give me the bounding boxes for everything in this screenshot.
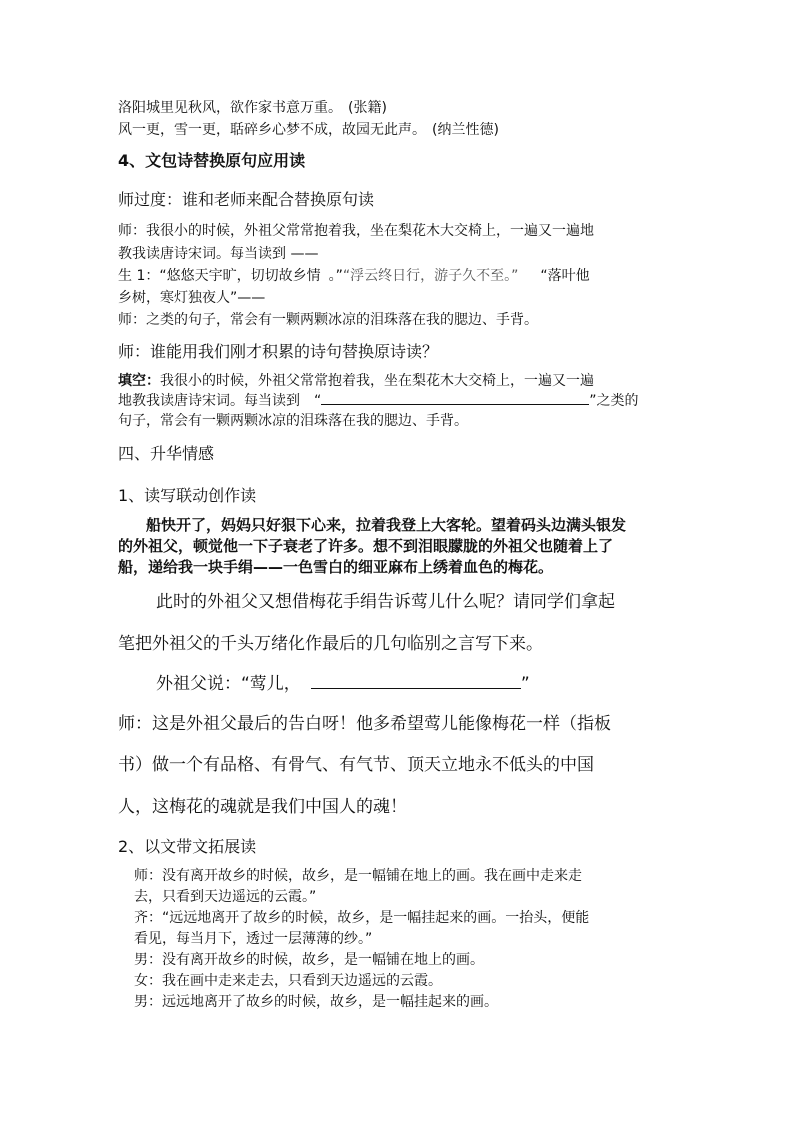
- fill-text: ”之类的: [589, 393, 639, 409]
- reading-line: 男：没有离开故乡的时候，故乡，是一幅铺在地上的画。: [134, 952, 484, 968]
- subsection-heading: 1、读写联动创作读: [118, 486, 257, 505]
- poem-text: 风一更，雪一更，聒碎乡心梦不成，故园无此声。: [118, 122, 426, 138]
- fill-text: 地教我读唐诗宋词。每当读到 “: [118, 393, 322, 409]
- poem-line-1: [118, 97, 387, 117]
- teacher-line: 师：这是外祖父最后的告白呀！他多希望莺儿能像梅花一样（指板: [118, 714, 611, 734]
- grandpa-says-line: [156, 669, 530, 694]
- bold-passage-line: 船，递给我一块手绢——一色雪白的细亚麻布上绣着血色的梅花。: [118, 558, 554, 576]
- student-quote-1-end: 。”: [328, 268, 343, 284]
- student-quote-3: “落叶他: [540, 268, 590, 284]
- poem-author: (纳兰性德): [432, 122, 499, 138]
- fill-line-2: [118, 390, 639, 410]
- question-line: 师：谁能用我们刚才积累的诗句替换原诗读？: [118, 342, 439, 361]
- fill-line-1: [118, 370, 594, 390]
- prompt-line: 此时的外祖父又想借梅花手绢告诉莺儿什么呢？请同学们拿起: [156, 592, 615, 612]
- fill-line-3: 句子，常会有一颗两颗冰凉的泪珠落在我的腮边、手背。: [118, 413, 468, 429]
- bold-passage-line: 的外祖父，顿觉他一下子衰老了许多。想不到泪眼朦胧的外祖父也随着上了: [118, 537, 614, 555]
- reading-line: 齐：“远远地离开了故乡的时候，故乡，是一幅挂起来的画。一抬头，便能: [134, 910, 590, 926]
- section-heading: 四、升华情感: [118, 444, 215, 463]
- reading-line: 看见，每当月下，透过一层薄薄的纱。”: [134, 931, 373, 947]
- teacher-line: 书）做一个有品格、有骨气、有气节、顶天立地永不低头的中国: [118, 755, 594, 775]
- transition-line: 师过度：谁和老师来配合替换原句读: [118, 190, 375, 209]
- grandpa-blank[interactable]: [311, 672, 521, 689]
- reading-line: 去，只看到天边遥远的云霞。”: [134, 889, 317, 905]
- reading-line: 男：远远地离开了故乡的时候，故乡，是一幅挂起来的画。: [134, 994, 498, 1010]
- poem-text: 洛阳城里见秋风，欲作家书意万重。: [118, 100, 342, 116]
- section-heading: 4、文包诗替换原句应用读: [118, 151, 306, 170]
- subsection-heading: 2、以文带文拓展读: [118, 837, 257, 856]
- teacher-line: 人，这梅花的魂就是我们中国人的魂！: [118, 797, 407, 817]
- prompt-line: 笔把外祖父的千头万绪化作最后的几句临别之言写下来。: [118, 634, 543, 654]
- reading-line: 师：没有离开故乡的时候，故乡，是一幅铺在地上的画。我在画中走来走: [134, 868, 582, 884]
- bold-passage-line: 船快开了，妈妈只好狠下心来，拉着我登上大客轮。望着码头边满头银发: [146, 516, 627, 534]
- fill-text: 我很小的时候，外祖父常常抱着我，坐在梨花木大交椅上，一遍又一遍: [160, 373, 594, 389]
- fill-label: 填空：: [118, 373, 160, 389]
- student-line: [118, 265, 590, 285]
- grandpa-close-quote: ”: [520, 674, 530, 694]
- student-quote-1: 生 1：“悠悠天宇旷，切切故乡情: [118, 268, 321, 284]
- fill-blank[interactable]: [321, 390, 589, 405]
- teacher-line: 师：之类的句子，常会有一颗两颗冰凉的泪珠落在我的腮边、手背。: [118, 312, 538, 328]
- reading-line: 女：我在画中走来走去，只看到天边遥远的云霞。: [134, 973, 442, 989]
- poem-author: (张籍): [348, 100, 387, 116]
- teacher-line: 教我读唐诗宋词。每当读到 ——: [118, 246, 319, 262]
- teacher-line: 师：我很小的时候，外祖父常常抱着我，坐在梨花木大交椅上，一遍又一遍地: [118, 223, 594, 239]
- student-line-2: 乡树，寒灯独夜人”——: [118, 290, 266, 306]
- poem-line-2: [118, 119, 499, 139]
- grandpa-says-label: 外祖父说：“莺儿，: [156, 674, 301, 694]
- student-quote-2: “浮云终日行，游子久不至。”: [342, 268, 519, 284]
